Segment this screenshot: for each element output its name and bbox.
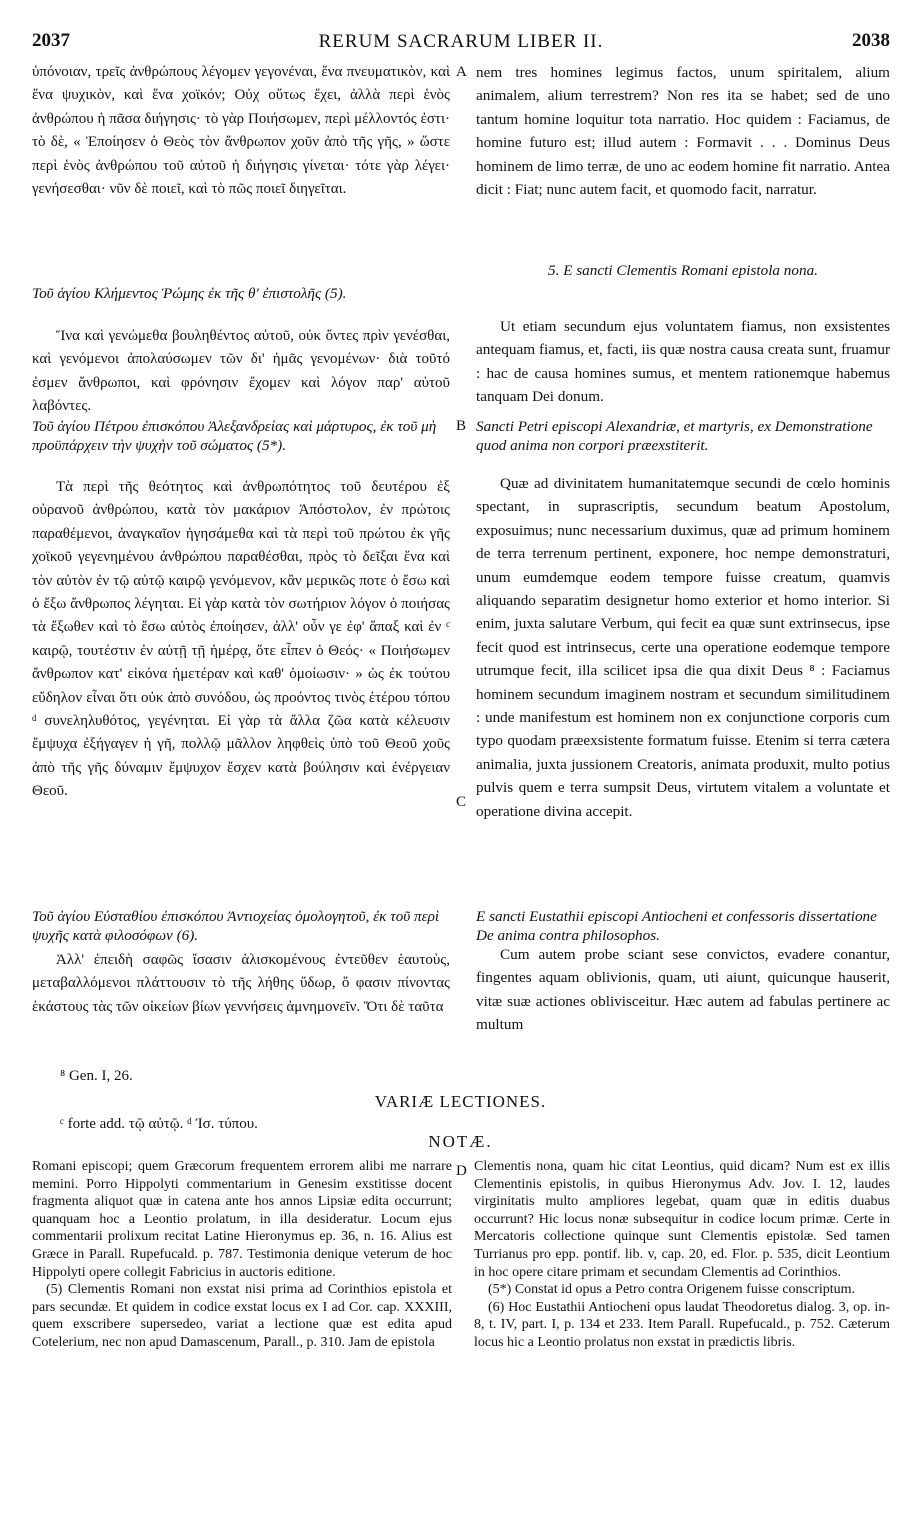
running-title: RERUM SACRARUM LIBER II.: [318, 31, 604, 52]
note-left-paragraph-2: (5) Clementis Romani non exstat nisi prima ad Corinthios epistola et pars secundæ. Et quidem in codice exstat locus ex I ad Cor. cap. XXXIII, quem exscribere supersedeo, variat a lectione quæ est edita apud Cotelerium, nec non apud Damascenum, Parall., p. 310. Jam de epistola: [32, 1282, 452, 1350]
latin-paragraph-3: Quæ ad divinitatem humanitatemque secundi de cœlo hominis spectant, in suprascriptis, secundum beatum Apostolum, exposuimus; nunc necessarium duximus, quæ ad primum hominem de terra terrenum pertinent, exponere, hoc nempe demonstraturi, unum eumdemque eodem tempore fuisse creatum, quamvis aliquando separatim designetur homo exterior et homo interior. Si enim, juxta salutare Verbum, qui fecit ea quæ sunt extrinsecus, ipse fecit quod est intrinsecus, certe una operatione eodemque tempore utrumque fecit, illa scilicet ipsa die qua dixit Deus ⁸ : Faciamus hominem secundum imaginem nostram et secundum similitudinem : unde manifestum est hominem non ex conjunctione corporis cum typo quodam præexsistente formatum fuisse. Etenim si terra cætera animalia, juxta jussionem Creatoris, animata produxit, multo potius pulvis quem e terra sumpsit Deus, virtutem vitalem a voluntate et operatione divina accepit.: [476, 475, 890, 820]
latin-paragraph-2: Ut etiam secundum ejus voluntatem fiamus, non exsistentes antequam fiamus, et, facti, iis quæ nostra causa creata sunt, fruamur : hac de causa homines sumus, et mentem rationemque habemus tanquam Dei donum.: [476, 318, 890, 406]
greek-heading-peter: Τοῦ ἁγίου Πέτρου ἐπισκόπου Ἀλεξανδρείας καὶ μάρτυρος, ἐκ τοῦ μὴ προϋπάρχειν τὴν ψυχὴν τοῦ σώματος (5*).: [32, 418, 437, 454]
latin-heading-eustathius: E sancti Eustathii episcopi Antiocheni et confessoris dissertatione De anima contra philosophos.: [476, 908, 877, 944]
variae-lectiones-text: ᶜ forte add. τῷ αὐτῷ. ᵈ Ἰσ. τύπου.: [60, 1116, 258, 1132]
margin-letter-d: D: [456, 1163, 467, 1179]
greek-paragraph-4: Ἀλλ' ἐπειδὴ σαφῶς ἴσασιν ἁλισκομένους ἐντεῦθεν ἑαυτοὺς, μεταβαλλόμενοι πλάττουσιν τὸ τῆς λήθης ὕδωρ, ὅ φασιν πίνοντας ἑκάστους τὰς τῶν οἰκείων βίων γεννήσεις ἀμνημονεῖν. Ὅτι δὲ ταῦτα: [32, 952, 450, 1015]
greek-paragraph-1: ὑπόνοιαν, τρεῖς ἀνθρώπους λέγομεν γεγονέναι, ἕνα πνευματικὸν, καὶ ἕνα ψυχικὸν, καὶ ἕνα χοϊκόν; Οὐχ οὕτως ἔχει, ἀλλὰ περὶ ἑνὸς ἀνθρώπου ἡ πᾶσα διήγησις· τὸ γὰρ Ποιήσωμεν, περὶ μέλλοντός ἐστι· τὸ δὲ, « Ἐποίησεν ὁ Θεὸς τὸν ἄνθρωπον χοῦν ἀπὸ τῆς γῆς, » ὥστε περὶ ἑνὸς ἀνθρώπου τοῦ αὐτοῦ ἡ διήγησις γίνεται· τότε γὰρ λέγει· γενήσεσθαι· νῦν δὲ ποιεῖ, καὶ τὸ πῶς ποιεῖ διηγεῖται.: [32, 64, 450, 198]
greek-title-4-block: [32, 908, 450, 948]
greek-title-3-block: [32, 418, 450, 478]
greek-heading-eustathius: Τοῦ ἁγίου Εὐσταθίου ἐπισκόπου Ἀντιοχείας ὁμολογητοῦ, ἐκ τοῦ περὶ ψυχῆς κατὰ φιλοσόφων (6).: [32, 908, 440, 944]
page-number-right: 2038: [852, 30, 890, 51]
margin-letter-a: A: [456, 64, 467, 80]
notes-left-column: [32, 1158, 452, 1498]
latin-paragraph-1: nem tres homines legimus factos, unum spiritalem, alium animalem, alium terrestrem? Non res ita se habet; sed de uno tantum homine loquitur tota narratio. Hoc quidem : Faciamus, de homine futuro est; illud autem : Formavit . . . Dominus Deus hominem de limo terræ, de uno ac eodem homine fit narratio. Antea dicit : Fiat; nunc autem facit, et quomodo facit, narratur.: [476, 64, 890, 199]
latin-section-4: [476, 943, 890, 1061]
page-header: [32, 30, 890, 56]
latin-section-1: [476, 61, 890, 261]
notes-right-column: [474, 1158, 890, 1498]
latin-section-3: [476, 472, 890, 906]
latin-title-2-block: [476, 262, 890, 286]
note-right-paragraph-3: (6) Hoc Eustathii Antiocheni opus laudat Theodoretus dialog. 3, op. in-8, t. IV, part. I, p. 134 et 233. Item Parall. Rupefucald., p. 752. Cæterum locus hic a Leontio prolatus non exstat in prædictis libris.: [474, 1299, 890, 1350]
page-number-left: 2037: [32, 30, 70, 51]
margin-letter-c: C: [456, 794, 467, 810]
latin-title-3-block: [476, 418, 890, 478]
note-right-paragraph-2: (5*) Constat id opus a Petro contra Origenem fuisse conscriptum.: [488, 1282, 856, 1298]
greek-section-1: [32, 61, 450, 283]
greek-section-2: [32, 325, 450, 420]
latin-title-4-block: [476, 908, 890, 948]
note-left-paragraph-1: Romani episcopi; quem Græcorum frequentem errorem alibi me narrare memini. Porro Hippolyti commentarium in Genesim exstitisse docent fragmenta aliquot quæ in catena ante hos annos Lipsiæ edita occurrunt; quanquam hoc a Leontio prolatum, in illa desideratur. Locum ejus commentarii prolixum recitat Latine Hieronymus ep. 36, n. 16. Alius est Græce in Parall. Rupefucald. p. 787. Testimonia denique veterum de hoc Hippolyti opere collegit Fabricius in auctoris editione.: [32, 1159, 452, 1280]
latin-heading-peter: Sancti Petri episcopi Alexandriæ, et martyris, ex Demonstratione quod anima non corpori præexstiterit.: [476, 418, 873, 454]
latin-heading-clement: 5. E sancti Clementis Romani epistola nona.: [548, 262, 818, 279]
greek-paragraph-2: Ἵνα καὶ γενώμεθα βουληθέντος αὐτοῦ, οὐκ ὄντες πρὶν γενέσθαι, καὶ γενόμενοι ἀπολαύσωμεν τῶν δι' ἡμᾶς γενομένων· διὰ τοῦτό ἐσμεν ἄνθρωποι, καὶ φρόνησιν ἔχομεν καὶ λόγον παρ' αὐτοῦ λαβόντες.: [32, 328, 450, 415]
latin-paragraph-4: Cum autem probe sciant sese convictos, evadere conantur, fingentes aquam oblivionis, quam, uti aiunt, quicunque hauserit, vitæ suæ actiones oblivisceitur. Hæc autem ad fabulas pertinere ac multum: [476, 946, 890, 1034]
variae-lectiones-heading: VARIÆ LECTIONES.: [374, 1092, 547, 1111]
greek-paragraph-3: Τὰ περὶ τῆς θεότητος καὶ ἀνθρωπότητος τοῦ δευτέρου ἐξ οὐρανοῦ ἀνθρώπου, κατὰ τὸν μακάριον Ἀπόστολον, ἐν πρώτοις παραθέμενοι, ἀναγκαῖον ἡγησάμεθα καὶ τὰ περὶ τοῦ πρώτου ἐκ γῆς χοϊκοῦ γεγενημένου ἀνθρώπου παραθέσθαι, πρὸς τὸ δεῖξαι ἕνα καὶ τὸν αὐτὸν ἐν τῷ αὐτῷ καιρῷ γενόμενον, κἂν μερικῶς ποτε ὁ ἔσω καὶ ὁ ἔξω ἄνθρωπος λέγηται. Εἰ γὰρ κατὰ τὸν σωτήριον λόγον ὁ ποιήσας τὰ ἔξωθεν καὶ τὸ ἔσω αὐτὸς ἐποίησεν, ἀλλ' οὖν γε ἐφ' ἅπαξ καὶ ἐν ᶜ καιρῷ, τουτέστιν ἐν αὐτῇ τῇ ἡμέρᾳ, ὅτε εἶπεν ὁ Θεός· « Ποιήσωμεν ἄνθρωπον κατ' εἰκόνα ἡμετέραν καὶ καθ' ὁμοίωσιν· » ὡς ἐκ τούτου εὔδηλον εἶναι ὅτι οὐκ ἀπὸ συνόδου, ὡς προόντος τινὸς ἑτέρου τόπου ᵈ συνεληλυθότος, γεγένηται. Εἰ γὰρ τὰ ἄλλα ζῶα κατὰ κέλευσιν ἔμψυχα ἐξήγαγεν ἡ γῆ, πολλῷ μᾶλλον ληφθεὶς ὑπὸ τοῦ Θεοῦ χοῦς ἀπὸ τῆς γῆς δύναμιν ἔμψυχον ἔσχεν κατὰ βούλησιν καὶ ἐνέργειαν Θεοῦ.: [32, 479, 450, 800]
greek-section-4: [32, 949, 450, 1061]
scripture-footnote: ⁸ Gen. I, 26.: [60, 1068, 133, 1084]
greek-title-2-block: [32, 285, 450, 323]
greek-section-3: [32, 476, 450, 894]
margin-letter-b: B: [456, 418, 467, 434]
greek-heading-clement: Τοῦ ἁγίου Κλήμεντος Ῥώμης ἐκ τῆς θ' ἐπιστολῆς (5).: [32, 285, 347, 302]
notae-heading: NOTÆ.: [428, 1132, 493, 1151]
note-right-paragraph-1: Clementis nona, quam hic citat Leontius, quid dicam? Num est ex illis Clementinis epistolis, in quibus Hieronymus Adv. Jov. I. 12, laudes virginitatis multo ampliores legebat, quam quæ in editis duabus occurrunt? Hic locus nonæ subsequitur in codice locum primæ. Certe in Mercatoris collectione quinque sunt Clementis epistolæ. Sed tamen Turrianus pro epp. pontif. lib. v, cap. 20, ed. Flor. p. 535, dicit Leontium in hoc opere citare primam et secundam Clementis ad Corinthios.: [474, 1159, 890, 1280]
latin-section-2: [476, 315, 890, 419]
